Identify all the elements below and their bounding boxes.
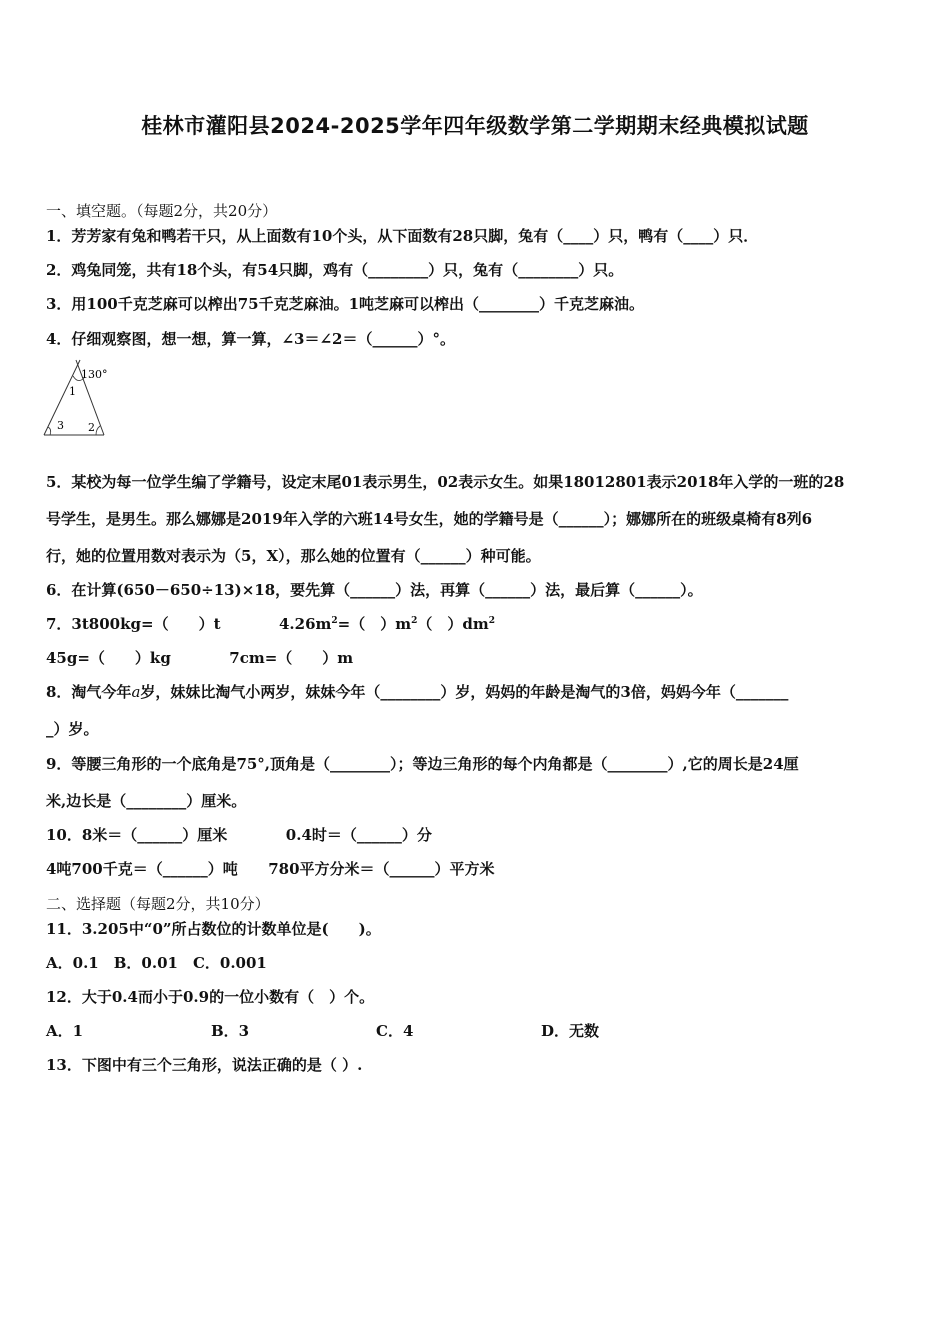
angle-3-label: 3 bbox=[57, 419, 64, 432]
angle-3-arc bbox=[48, 427, 51, 435]
q10-item-c: 4吨700千克＝（______）吨 bbox=[46, 860, 238, 878]
triangle-figure bbox=[40, 358, 120, 440]
question-7-row-1 bbox=[46, 614, 495, 634]
q10-item-d: 780平方分米＝（______）平方米 bbox=[268, 860, 495, 878]
question-13: 13．下图中有三个三角形，说法正确的是（ ）. bbox=[46, 1056, 363, 1074]
question-10-row-2 bbox=[46, 859, 495, 879]
question-9-line-1: 9．等腰三角形的一个底角是75°,顶角是（________）；等边三角形的每个内角都是（________）,它的周长是24厘 bbox=[46, 755, 799, 773]
q12-option-b: B．3 bbox=[211, 1022, 250, 1040]
section-1-heading: 一、填空题。（每题2分，共20分） bbox=[46, 202, 278, 220]
variable-a: a bbox=[131, 683, 141, 701]
q7-item-d: 7cm=（ ）m bbox=[229, 649, 354, 667]
angle-2-arc bbox=[96, 426, 100, 435]
q7-item-a: 7．3t800kg=（ ）t bbox=[46, 615, 221, 633]
question-7-row-2 bbox=[46, 648, 353, 668]
angle-2-label: 2 bbox=[88, 421, 95, 434]
q10-item-b: 0.4时＝（______）分 bbox=[285, 826, 432, 844]
question-8-line-2: _）岁。 bbox=[46, 720, 99, 738]
question-5-line-1: 5．某校为每一位学生编了学籍号，设定末尾01表示男生，02表示女生。如果18012801表示2018年入学的一班的28 bbox=[46, 473, 845, 491]
q12-option-d: D．无数 bbox=[541, 1022, 600, 1040]
q12-option-c: C．4 bbox=[376, 1022, 414, 1040]
question-12-options bbox=[46, 1021, 599, 1041]
q7-item-c: 45g=（ ）kg bbox=[46, 649, 171, 667]
question-5-line-3: 行，她的位置用数对表示为（5，X），那么她的位置有（______）种可能。 bbox=[46, 547, 541, 565]
question-12: 12．大于0.4而小于0.9的一位小数有（ ）个。 bbox=[46, 988, 375, 1006]
question-10-row-1 bbox=[46, 825, 432, 845]
question-11: 11．3.205中“0”所占数位的计数单位是( )。 bbox=[46, 920, 381, 938]
question-9-line-2: 米,边长是（________）厘米。 bbox=[46, 792, 247, 810]
q7-item-b: $4.26m^2=$（ ）$m^2$（ ）$dm^2$ bbox=[278, 615, 495, 633]
question-5-line-2: 号学生，是男生。那么娜娜是2019年入学的六班14号女生，她的学籍号是（______）；娜娜所在的班级桌椅有8列6 bbox=[46, 510, 813, 528]
question-1: 1．芳芳家有兔和鸭若干只，从上面数有10个头，从下面数有28只脚，兔有（____）只，鸭有（____）只． bbox=[46, 227, 759, 245]
question-8-line-1: 8．淘气今年a岁，妹妹比淘气小两岁，妹妹今年（________）岁，妈妈的年龄是淘气的3倍，妈妈今年（_______ bbox=[46, 683, 789, 701]
angle-1-label: 1 bbox=[69, 385, 76, 398]
section-2-heading: 二、选择题（每题2分，共10分） bbox=[46, 895, 270, 913]
question-6: 6．在计算(650－650÷13)×18，要先算（______）法，再算（______）法，最后算（______）。 bbox=[46, 581, 703, 599]
question-3: 3．用100千克芝麻可以榨出75千克芝麻油。1吨芝麻可以榨出（________）千克芝麻油。 bbox=[46, 295, 645, 313]
question-4: 4．仔细观察图，想一想，算一算，∠3＝∠2＝（______）°。 bbox=[46, 330, 455, 348]
page-title: 桂林市灌阳县2024-2025学年四年级数学第二学期期末经典模拟试题 bbox=[141, 114, 809, 138]
question-11-options: A．0.1 B．0.01 C．0.001 bbox=[46, 954, 267, 972]
q10-item-a: 10．8米＝（______）厘米 bbox=[46, 826, 228, 844]
angle-130-label: 130° bbox=[81, 368, 108, 381]
question-2: 2．鸡兔同笼，共有18个头，有54只脚，鸡有（________）只，兔有（________）只。 bbox=[46, 261, 624, 279]
q12-option-a: A．1 bbox=[46, 1022, 84, 1040]
